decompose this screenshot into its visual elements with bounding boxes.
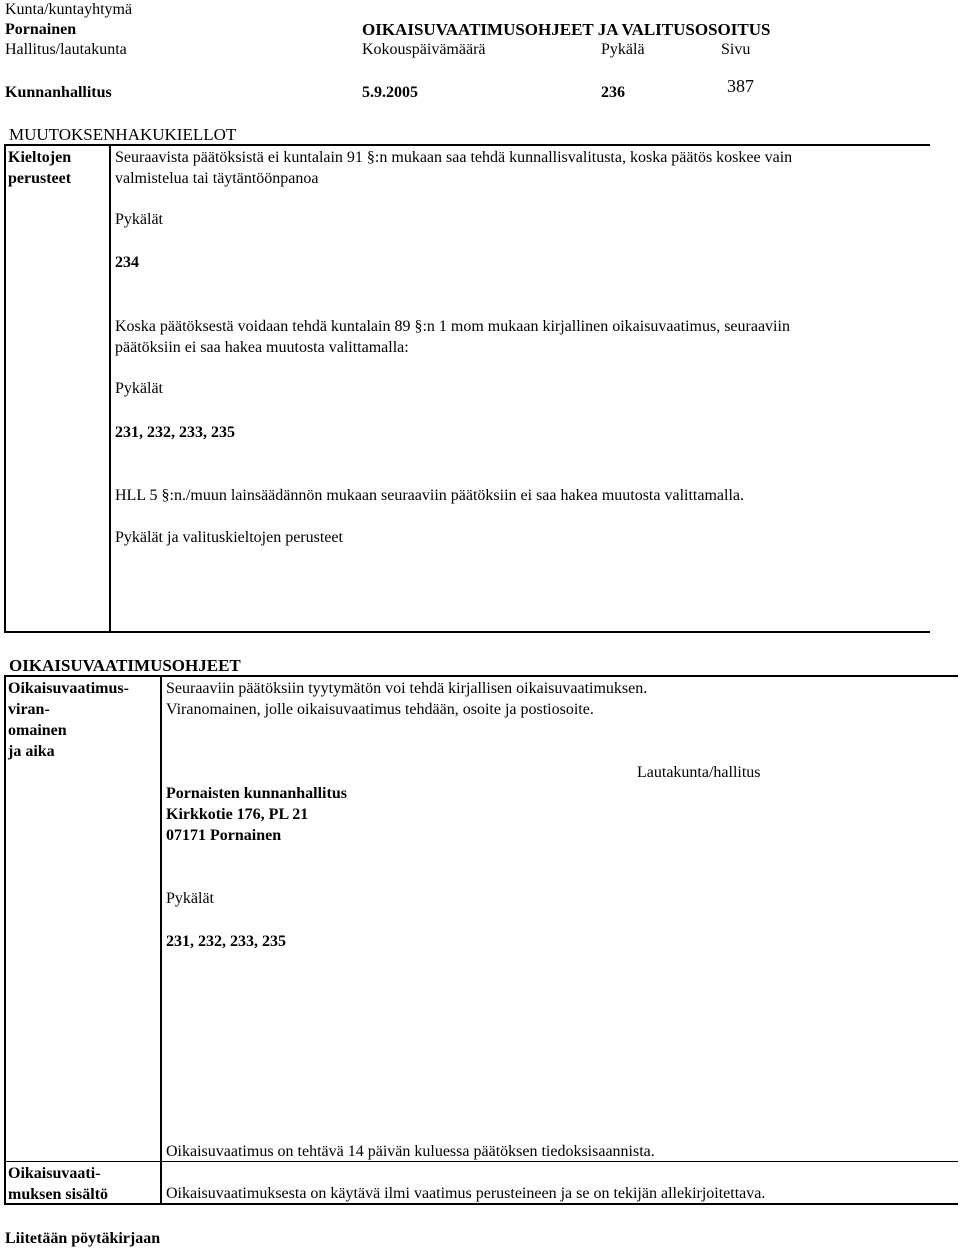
appeal-bans-para1-line2: valmistelua tai täytäntöönpanoa [115,170,319,187]
sections-label-1: Pykälät [115,211,163,228]
content-line-2: Oikaisuvaatimuksesta on käytävä ilmi vaatimus perusteineen ja se on tekijän allekirjoitettava. [166,1185,766,1202]
meeting-date-label: Kokouspäivämäärä [362,41,486,58]
authority-type: Lautakunta/hallitus [637,764,761,781]
sections-label-3: Pykälät ja valituskieltojen perusteet [115,529,343,546]
rectification-bottom-rule [4,1203,958,1205]
appeal-bans-side-label-1: Kieltojen [8,149,72,166]
appeal-bans-left-border [4,144,6,633]
appeal-bans-para2-line2: päätöksiin ei saa hakea muutosta valittamalla: [115,339,409,356]
sections-label-2: Pykälät [115,380,163,397]
appeal-bans-top-rule [4,144,930,146]
rectification-side-label-3: omainen [8,722,67,739]
authority-name: Pornaisten kunnanhallitus [166,785,347,802]
rectification-sections-label: Pykälät [166,890,214,907]
attachment-note: Liitetään pöytäkirjaan [5,1230,161,1247]
rectification-column-divider [160,675,162,1205]
sections-value-1: 234 [115,254,139,271]
document-title: OIKAISUVAATIMUSOHJEET JA VALITUSOSOITUS [362,20,771,39]
rectification-sections-value: 231, 232, 233, 235 [166,933,286,950]
appeal-bans-para2-line1: Koska päätöksestä voidaan tehdä kuntalain 89 §:n 1 mom mukaan kirjallinen oikaisuvaatimus, seuraaviin [115,318,790,335]
rectification-text-line1: Seuraaviin päätöksiin tyytymätön voi tehdä kirjallisen oikaisuvaatimuksen. [166,680,648,697]
rectification-heading: OIKAISUVAATIMUSOHJEET [9,656,241,675]
section-label: Pykälä [601,41,645,58]
authority-postal: 07171 Pornainen [166,827,282,844]
appeal-bans-para1-line1: Seuraavista päätöksistä ei kuntalain 91 §:n mukaan saa tehdä kunnallisvalitusta, koska päätös koskee vain [115,149,793,166]
body-label: Hallitus/lautakunta [5,41,127,58]
appeal-bans-column-divider [109,144,111,633]
rectification-top-rule [4,675,958,677]
content-label-2: muksen sisältö [8,1186,109,1203]
org-name: Pornainen [5,21,77,38]
rectification-text-line2: Viranomainen, jolle oikaisuvaatimus tehdään, osoite ja postiosoite. [166,701,594,718]
content-row-rule [4,1161,958,1162]
appeal-bans-heading: MUUTOKSENHAKUKIELLOT [9,125,237,144]
body-value: Kunnanhallitus [5,84,112,101]
appeal-bans-side-label-2: perusteet [8,170,72,187]
content-label-1: Oikaisuvaati- [8,1165,101,1182]
section-value: 236 [601,84,625,101]
authority-street: Kirkkotie 176, PL 21 [166,806,309,823]
org-type-label: Kunta/kuntayhtymä [5,1,133,18]
rectification-side-label-1: Oikaisuvaatimus- [8,680,129,697]
rectification-left-border [4,675,6,1205]
sections-value-2: 231, 232, 233, 235 [115,424,235,441]
content-line-1: Oikaisuvaatimus on tehtävä 14 päivän kuluessa päätöksen tiedoksisaannista. [166,1143,655,1160]
rectification-side-label-2: viran- [8,701,50,718]
rectification-side-label-4: ja aika [8,743,55,760]
meeting-date-value: 5.9.2005 [362,84,418,101]
page-value: 387 [727,76,754,96]
appeal-bans-para3: HLL 5 §:n./muun lainsäädännön mukaan seuraaviin päätöksiin ei saa hakea muutosta valittamalla. [115,487,744,504]
appeal-bans-bottom-rule [4,631,930,633]
page-label: Sivu [721,41,751,58]
